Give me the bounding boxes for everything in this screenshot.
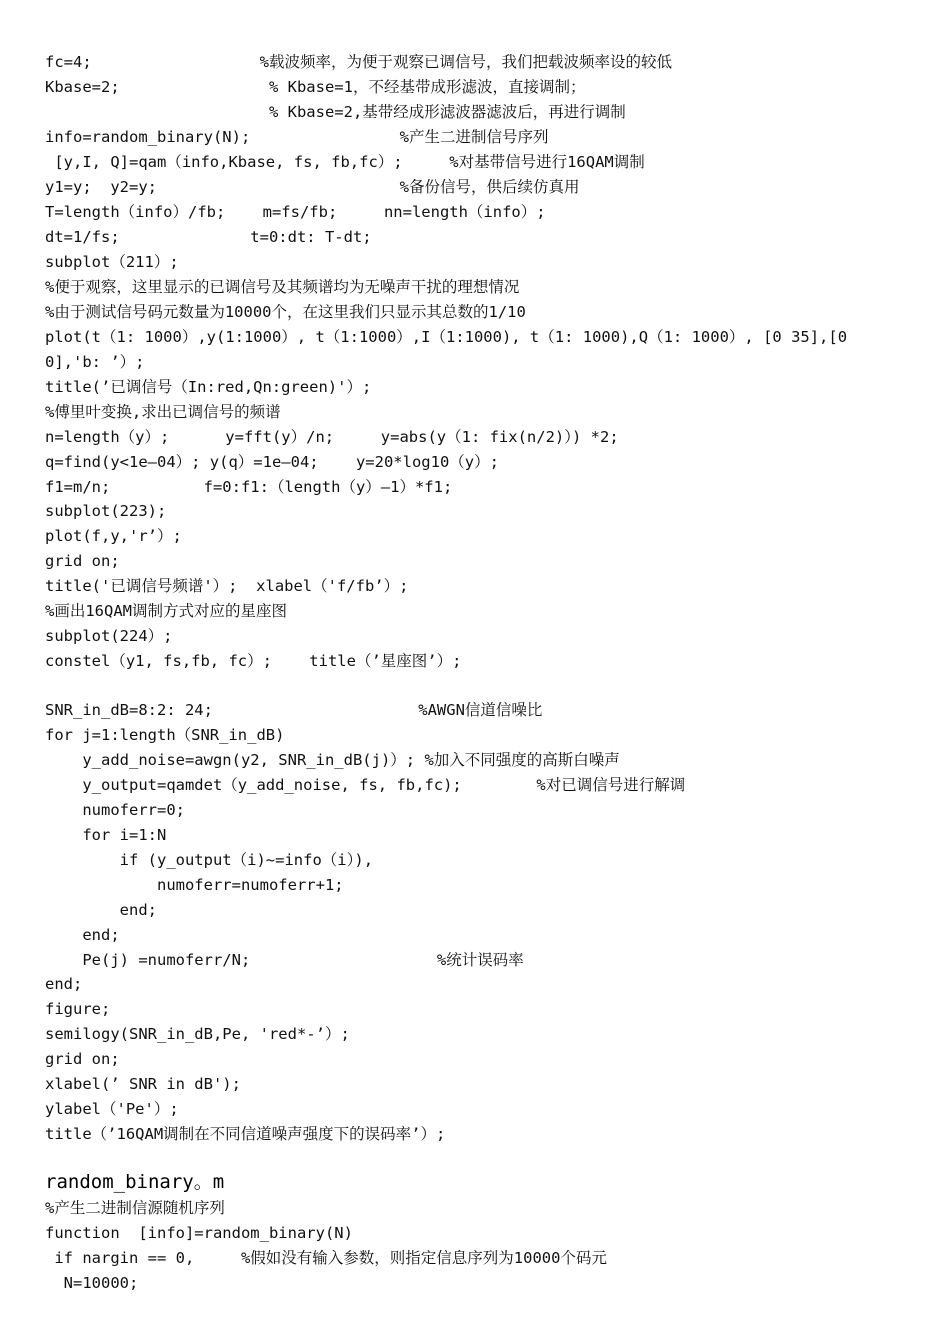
code-line: T=length（info）/fb; m=fs/fb; nn=length（info）; xyxy=(45,203,546,221)
code-line: fc=4; %载波频率，为便于观察已调信号，我们把载波频率设的较低 xyxy=(45,53,672,71)
code-line: numoferr=0; xyxy=(45,801,185,819)
code-line: subplot(223); xyxy=(45,502,167,520)
code-line: q=find(y<1e—04）; y(q）=1e—04; y=20*log10（y）; xyxy=(45,453,499,471)
code-line: constel（y1, fs,fb, fc）; title（’星座图’）; xyxy=(45,652,462,670)
code-line: y_add_noise=awgn(y2, SNR_in_dB(j)）; %加入不同强度的高斯白噪声 xyxy=(45,751,620,769)
code-line: grid on; xyxy=(45,1050,120,1068)
code-line: for i=1:N xyxy=(45,826,167,844)
code-line: numoferr=numoferr+1; xyxy=(45,876,344,894)
code-line: subplot(224）; xyxy=(45,627,173,645)
code-line: Kbase=2; % Kbase=1，不经基带成形滤波，直接调制； xyxy=(45,78,586,96)
code-line: f1=m/n; f=0:f1:（length（y）—1）*f1; xyxy=(45,478,453,496)
code-line: Pe(j) =numoferr/N; %统计误码率 xyxy=(45,951,524,969)
code-line: ylabel（'Pe'）; xyxy=(45,1100,179,1118)
file-heading: random_binary。m xyxy=(45,1171,225,1193)
code-line: if (y_output（i)~=info（i）), xyxy=(45,851,374,869)
code-line: end; xyxy=(45,975,83,993)
code-line: title（’16QAM调制在不同信道噪声强度下的误码率’）; xyxy=(45,1125,446,1143)
code-line: [y,I, Q]=qam（info,Kbase, fs, fb,fc）; %对基带信号进行16QAM调制 xyxy=(45,153,645,171)
code-line: y1=y; y2=y; %备份信号，供后续仿真用 xyxy=(45,178,580,196)
code-line: figure; xyxy=(45,1000,111,1018)
code-line: %傅里叶变换,求出已调信号的频谱 xyxy=(45,403,281,421)
code-line: grid on; xyxy=(45,552,120,570)
code-line: function [info]=random_binary(N) xyxy=(45,1224,353,1242)
code-line: xlabel(’ SNR in dB'); xyxy=(45,1075,241,1093)
code-line: %便于观察，这里显示的已调信号及其频谱均为无噪声干扰的理想情况 xyxy=(45,278,520,296)
code-line: end; xyxy=(45,926,120,944)
code-line: n=length（y）; y=fft(y）/n; y=abs(y（1: fix(n/2)）) *2; xyxy=(45,428,619,446)
code-line: semilogy(SNR_in_dB,Pe, 'red*-’）; xyxy=(45,1025,350,1043)
code-line: y_output=qamdet（y_add_noise, fs, fb,fc); %对已调信号进行解调 xyxy=(45,776,686,794)
code-line: N=10000; xyxy=(45,1274,139,1292)
code-line: plot(f,y,'r’）; xyxy=(45,527,182,545)
code-line: %产生二进制信源随机序列 xyxy=(45,1199,225,1217)
code-line: end; xyxy=(45,901,157,919)
code-line: subplot（211）; xyxy=(45,253,179,271)
code-line: SNR_in_dB=8:2: 24; %AWGN信道信噪比 xyxy=(45,701,543,719)
code-line: %画出16QAM调制方式对应的星座图 xyxy=(45,602,287,620)
code-line: plot(t（1: 1000）,y(1:1000）, t（1:1000）,I（1:1000), t（1: 1000),Q（1: 1000）, [0 35],[0 xyxy=(45,328,848,346)
code-line: %由于测试信号码元数量为10000个，在这里我们只显示其总数的1/10 xyxy=(45,303,526,321)
code-line: title('已调信号频谱'）; xlabel（'f/fb’）; xyxy=(45,577,409,595)
code-line: if nargin == 0, %假如没有输入参数，则指定信息序列为10000个码元 xyxy=(45,1249,607,1267)
code-line: title(’已调信号（In:red,Qn:green)'）; xyxy=(45,378,372,396)
code-line: 0],'b: ’）; xyxy=(45,353,145,371)
code-line: info=random_binary(N); %产生二进制信号序列 xyxy=(45,128,549,146)
code-line: dt=1/fs; t=0:dt: T-dt; xyxy=(45,228,372,246)
code-line: for j=1:length（SNR_in_dB) xyxy=(45,726,285,744)
code-line: % Kbase=2,基带经成形滤波器滤波后，再进行调制 xyxy=(45,103,626,121)
